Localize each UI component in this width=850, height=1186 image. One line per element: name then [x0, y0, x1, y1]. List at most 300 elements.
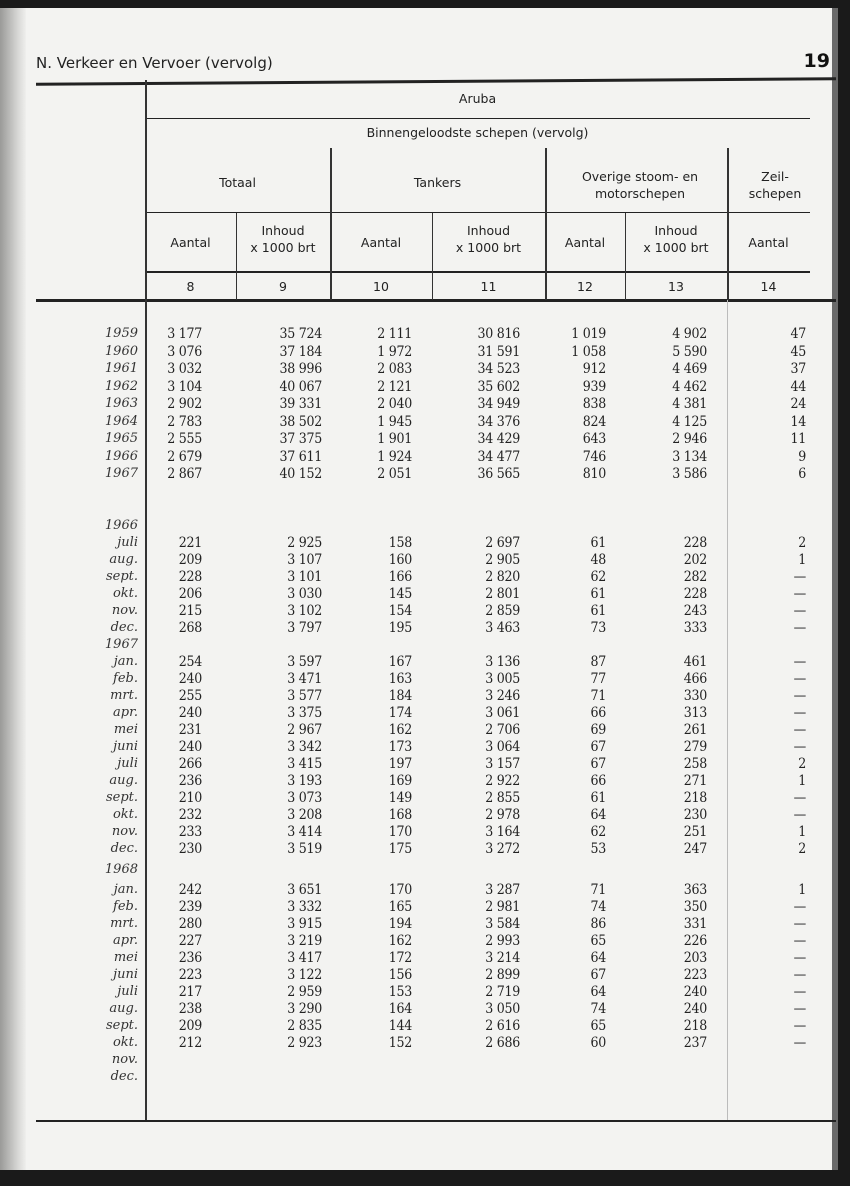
- table-cell: 3 584: [485, 915, 520, 932]
- table-cell: 156: [388, 966, 412, 983]
- table-cell: 238: [178, 1000, 202, 1017]
- row-label: mei: [113, 721, 138, 737]
- table-cell: 3 246: [485, 687, 520, 704]
- table-cell: 240: [178, 670, 202, 687]
- table-cell: 3 157: [485, 755, 520, 772]
- table-cell: —: [793, 670, 806, 687]
- row-label: dec.: [110, 1068, 138, 1084]
- table-cell: 251: [683, 823, 707, 840]
- table-cell: 231: [178, 721, 202, 738]
- table-cell: 169: [388, 772, 412, 789]
- table-cell: 4 381: [672, 396, 707, 412]
- table-cell: 67: [590, 738, 606, 755]
- table-cell: 218: [683, 1017, 707, 1034]
- table-cell: 3 102: [287, 602, 322, 619]
- table-cell: 2 706: [485, 721, 520, 738]
- table-cell: 210: [178, 789, 202, 806]
- table-cell: 3 332: [287, 898, 322, 915]
- table-cell: —: [793, 1034, 806, 1051]
- table-cell: 61: [590, 585, 606, 602]
- group-totaal: Totaal: [219, 175, 256, 190]
- table-cell: 73: [590, 619, 606, 636]
- row-label: 1964: [104, 413, 138, 429]
- table-cell: 74: [590, 898, 606, 915]
- table-cell: 3 417: [287, 949, 322, 966]
- table-cell: 1 924: [377, 448, 412, 465]
- table-cell: 3 005: [485, 670, 520, 687]
- table-cell: 30 816: [477, 326, 520, 342]
- table-cell: 2 801: [485, 585, 520, 602]
- table-cell: —: [793, 619, 806, 636]
- column-header: Aantal: [360, 235, 402, 250]
- table-cell: 3 101: [287, 568, 322, 585]
- table-cell: 3 050: [485, 1000, 520, 1017]
- table-cell: 1 058: [571, 343, 606, 360]
- table-cell: —: [793, 653, 806, 670]
- table-cell: 233: [178, 823, 202, 840]
- table-cell: 162: [388, 721, 412, 738]
- table-cell: 2 686: [485, 1034, 520, 1051]
- row-label: 1966: [104, 448, 138, 464]
- table-cell: 35 602: [477, 378, 520, 395]
- table-cell: 166: [388, 568, 412, 585]
- table-cell: 14: [790, 413, 806, 430]
- table-cell: —: [793, 1000, 806, 1017]
- table-cell: 197: [388, 755, 412, 772]
- row-label: aug.: [109, 551, 138, 567]
- table-cell: 230: [178, 840, 202, 857]
- table-cell: 175: [388, 840, 412, 857]
- table-cell: 239: [178, 898, 202, 915]
- table-cell: 38 996: [279, 361, 322, 377]
- table-cell: 2 978: [485, 806, 520, 823]
- table-cell: 77: [590, 670, 606, 687]
- table-cell: 3 122: [287, 966, 322, 983]
- table-cell: 203: [683, 949, 707, 966]
- table-cell: 2 083: [377, 361, 412, 377]
- table-cell: 153: [388, 983, 412, 1000]
- row-label: sept.: [105, 1017, 138, 1033]
- table-cell: 172: [388, 949, 412, 966]
- table-cell: 333: [683, 619, 707, 636]
- table-cell: 1: [798, 823, 806, 840]
- table-cell: —: [793, 966, 806, 983]
- rule: [145, 271, 810, 273]
- table-cell: 824: [582, 413, 606, 430]
- column-number: 11: [480, 279, 497, 294]
- table-cell: 62: [590, 568, 606, 585]
- table-cell: 746: [582, 448, 606, 465]
- table-cell: 48: [590, 551, 606, 568]
- column-number: 14: [760, 279, 777, 294]
- table-cell: 39 331: [279, 396, 322, 412]
- table-cell: 838: [582, 396, 606, 412]
- table-cell: 195: [388, 619, 412, 636]
- column-number: 9: [279, 279, 287, 294]
- table-cell: 266: [178, 755, 202, 772]
- table-cell: 170: [388, 881, 412, 898]
- table-cell: 240: [683, 1000, 707, 1017]
- table-cell: 3 375: [287, 704, 322, 721]
- table-cell: —: [793, 806, 806, 823]
- rule: [145, 118, 810, 119]
- table-cell: 4 462: [672, 378, 707, 395]
- table-cell: 3 076: [167, 343, 202, 360]
- table-cell: 3 219: [287, 932, 322, 949]
- row-label: apr.: [113, 704, 138, 720]
- table-cell: 1 972: [377, 343, 412, 360]
- table-cell: 3 915: [287, 915, 322, 932]
- table-cell: 3 061: [485, 704, 520, 721]
- table-cell: 2 946: [672, 431, 707, 447]
- table-cell: 236: [178, 772, 202, 789]
- table-cell: 2 922: [485, 772, 520, 789]
- table-cell: 254: [178, 653, 202, 670]
- table-cell: —: [793, 949, 806, 966]
- table-cell: 145: [388, 585, 412, 602]
- table-cell: 31 591: [477, 343, 520, 360]
- table-cell: 35 724: [279, 326, 322, 342]
- table-cell: 2 967: [287, 721, 322, 738]
- row-label: nov.: [111, 602, 138, 618]
- table-cell: 86: [590, 915, 606, 932]
- row-label: 1967: [104, 636, 138, 652]
- table-cell: 66: [590, 704, 606, 721]
- table-cell: 810: [582, 466, 606, 482]
- table-cell: 165: [388, 898, 412, 915]
- table-cell: 232: [178, 806, 202, 823]
- row-label: okt.: [112, 585, 138, 601]
- table-cell: 230: [683, 806, 707, 823]
- table-cell: 350: [683, 898, 707, 915]
- table-cell: 240: [178, 704, 202, 721]
- column-header: Aantal: [748, 235, 789, 250]
- table-cell: 2 555: [167, 431, 202, 447]
- group-overige: Overige stoom- en motorschepen: [581, 169, 699, 201]
- row-label: sept.: [105, 789, 138, 805]
- page-edge: [832, 8, 838, 1170]
- table-cell: 3 290: [287, 1000, 322, 1017]
- row-label: okt.: [112, 1034, 138, 1050]
- table-cell: 3 342: [287, 738, 322, 755]
- table-cell: 279: [683, 738, 707, 755]
- region-heading: Aruba: [458, 91, 497, 106]
- table-cell: 3 136: [485, 653, 520, 670]
- table-cell: 64: [590, 806, 606, 823]
- table-cell: 3 272: [485, 840, 520, 857]
- table-cell: 223: [178, 966, 202, 983]
- table-cell: 221: [178, 534, 202, 551]
- table-cell: —: [793, 568, 806, 585]
- table-cell: —: [793, 898, 806, 915]
- table-cell: 2 959: [287, 983, 322, 1000]
- row-label: jan.: [113, 653, 138, 669]
- row-label: feb.: [113, 898, 138, 914]
- table-cell: 217: [178, 983, 202, 1000]
- table-cell: 3 214: [485, 949, 520, 966]
- section-title: N. Verkeer en Vervoer (vervolg): [36, 54, 273, 72]
- table-cell: 240: [683, 983, 707, 1000]
- table-cell: 194: [388, 915, 412, 932]
- row-label: mei: [113, 949, 138, 965]
- table-cell: 61: [590, 534, 606, 551]
- group-zeilschepen: Zeil-schepen: [748, 169, 802, 201]
- table-cell: 6: [798, 466, 806, 482]
- table-cell: 164: [388, 1000, 412, 1017]
- column-header: Aantal: [170, 235, 211, 250]
- table-cell: 3 032: [167, 361, 202, 377]
- table-cell: 11: [790, 431, 806, 447]
- table-cell: 2 859: [485, 602, 520, 619]
- table-cell: 218: [683, 789, 707, 806]
- table-cell: 2 040: [377, 396, 412, 412]
- table-cell: 247: [683, 840, 707, 857]
- table-cell: 5 590: [672, 343, 707, 360]
- table-cell: 160: [388, 551, 412, 568]
- row-label: feb.: [113, 670, 138, 686]
- row-label: 1968: [104, 861, 138, 877]
- table-cell: 4 469: [672, 361, 707, 377]
- table-cell: 939: [582, 378, 606, 395]
- table-cell: 4 125: [672, 413, 707, 430]
- table-cell: 228: [683, 585, 707, 602]
- rule: [145, 212, 810, 213]
- row-label: 1963: [104, 396, 138, 411]
- table-cell: 162: [388, 932, 412, 949]
- table-cell: 2 981: [485, 898, 520, 915]
- table-cell: 313: [683, 704, 707, 721]
- table-cell: —: [793, 585, 806, 602]
- table-cell: 255: [178, 687, 202, 704]
- row-label: sept.: [105, 568, 138, 584]
- table-cell: 2 835: [287, 1017, 322, 1034]
- table-cell: 258: [683, 755, 707, 772]
- table-cell: 227: [178, 932, 202, 949]
- table-cell: 3 471: [287, 670, 322, 687]
- table-cell: 45: [790, 343, 806, 360]
- table-cell: 3 073: [287, 789, 322, 806]
- table-cell: 2 679: [167, 448, 202, 465]
- table-cell: 61: [590, 789, 606, 806]
- column-header: Inhoud x 1000 brt: [643, 223, 709, 255]
- table-cell: —: [793, 738, 806, 755]
- row-label: aug.: [109, 1000, 138, 1016]
- table-cell: 237: [683, 1034, 707, 1051]
- table-cell: 24: [790, 396, 806, 412]
- table-cell: 2 051: [377, 466, 412, 482]
- table-cell: 236: [178, 949, 202, 966]
- table-cell: 1 945: [377, 413, 412, 430]
- row-label: 1959: [104, 326, 138, 341]
- table-cell: 912: [582, 361, 606, 377]
- row-label: apr.: [113, 932, 138, 948]
- col-divider: [727, 300, 728, 1120]
- table-cell: 226: [683, 932, 707, 949]
- table-cell: —: [793, 721, 806, 738]
- header-bottom-rule: [36, 299, 836, 302]
- table-cell: 3 287: [485, 881, 520, 898]
- document-page: [0, 8, 838, 1170]
- table-cell: 71: [590, 881, 606, 898]
- table-cell: 65: [590, 932, 606, 949]
- row-label: juli: [117, 534, 138, 550]
- table-cell: 3 164: [485, 823, 520, 840]
- table-cell: 1: [798, 881, 806, 898]
- column-header: Inhoud x 1000 brt: [250, 223, 316, 255]
- table-cell: 3 193: [287, 772, 322, 789]
- table-cell: 206: [178, 585, 202, 602]
- row-label: juli: [117, 983, 138, 999]
- table-cell: 64: [590, 983, 606, 1000]
- table-cell: 38 502: [279, 413, 322, 430]
- column-header: Inhoud x 1000 brt: [455, 223, 522, 255]
- table-cell: 62: [590, 823, 606, 840]
- table-cell: 64: [590, 949, 606, 966]
- table-cell: 158: [388, 534, 412, 551]
- table-cell: 36 565: [477, 466, 520, 482]
- table-cell: 67: [590, 966, 606, 983]
- subtitle-heading: Binnengeloodste schepen (vervolg): [366, 125, 589, 140]
- table-cell: 184: [388, 687, 412, 704]
- table-cell: 3 597: [287, 653, 322, 670]
- row-label: 1961: [104, 361, 138, 376]
- table-cell: 331: [683, 915, 707, 932]
- table-cell: 37 375: [279, 431, 322, 447]
- table-cell: 40 152: [279, 466, 322, 482]
- column-header: Aantal: [564, 235, 606, 250]
- table-cell: 65: [590, 1017, 606, 1034]
- table-cell: 228: [683, 534, 707, 551]
- table-cell: 154: [388, 602, 412, 619]
- table-cell: 173: [388, 738, 412, 755]
- table-cell: 37 611: [279, 448, 322, 465]
- table-cell: 2 855: [485, 789, 520, 806]
- table-cell: 268: [178, 619, 202, 636]
- table-cell: 1: [798, 772, 806, 789]
- table-cell: 3 414: [287, 823, 322, 840]
- table-cell: 3 134: [672, 448, 707, 465]
- row-label: 1965: [104, 431, 138, 446]
- table-cell: —: [793, 704, 806, 721]
- table-cell: 212: [178, 1034, 202, 1051]
- table-cell: 149: [388, 789, 412, 806]
- table-cell: 2: [798, 534, 806, 551]
- table-cell: 1: [798, 551, 806, 568]
- table-cell: 2 719: [485, 983, 520, 1000]
- table-cell: 37: [790, 361, 806, 377]
- table-cell: 2 905: [485, 551, 520, 568]
- page-number: 19: [803, 50, 830, 72]
- column-number: 10: [373, 279, 389, 294]
- table-cell: 215: [178, 602, 202, 619]
- table-cell: 2 121: [377, 378, 412, 395]
- table-cell: 3 064: [485, 738, 520, 755]
- column-number: 12: [577, 279, 593, 294]
- table-cell: 3 463: [485, 619, 520, 636]
- table-cell: 34 477: [477, 448, 520, 465]
- table-cell: 1 901: [377, 431, 412, 447]
- group-tankers: Tankers: [413, 175, 462, 190]
- row-label: aug.: [109, 772, 138, 788]
- row-label: mrt.: [110, 687, 138, 703]
- row-label: jan.: [113, 881, 138, 897]
- row-label: juni: [113, 738, 138, 754]
- table-cell: 87: [590, 653, 606, 670]
- row-label: mrt.: [110, 915, 138, 931]
- table-cell: 34 523: [477, 361, 520, 377]
- table-cell: 170: [388, 823, 412, 840]
- row-label: dec.: [110, 840, 138, 856]
- table-cell: 3 104: [167, 378, 202, 395]
- table-cell: 34 949: [477, 396, 520, 412]
- table-cell: 330: [683, 687, 707, 704]
- table-cell: 3 651: [287, 881, 322, 898]
- row-label: nov.: [111, 823, 138, 839]
- table-cell: 2 783: [167, 413, 202, 430]
- table-cell: 2 867: [167, 466, 202, 482]
- table-cell: 47: [790, 326, 806, 342]
- table-cell: 4 902: [672, 326, 707, 342]
- row-label: dec.: [110, 619, 138, 635]
- table-cell: 3 177: [167, 326, 202, 342]
- table-cell: 466: [683, 670, 707, 687]
- table-cell: 40 067: [279, 378, 322, 395]
- table-cell: 3 586: [672, 466, 707, 482]
- row-label: juli: [117, 755, 138, 771]
- table-cell: 71: [590, 687, 606, 704]
- table-cell: 202: [683, 551, 707, 568]
- table-cell: 209: [178, 1017, 202, 1034]
- table-cell: —: [793, 932, 806, 949]
- table-cell: 144: [388, 1017, 412, 1034]
- table-cell: 37 184: [279, 343, 322, 360]
- table-cell: 44: [790, 378, 806, 395]
- table-cell: 643: [582, 431, 606, 447]
- table-cell: 34 429: [477, 431, 520, 447]
- table-cell: —: [793, 983, 806, 1000]
- column-number: 13: [668, 279, 684, 294]
- table-cell: 282: [683, 568, 707, 585]
- page-binding: [0, 8, 26, 1170]
- table-cell: 1 019: [571, 326, 606, 342]
- table-cell: 167: [388, 653, 412, 670]
- table-cell: 174: [388, 704, 412, 721]
- table-cell: 168: [388, 806, 412, 823]
- table-cell: 261: [683, 721, 707, 738]
- table-cell: —: [793, 915, 806, 932]
- table-cell: 3 208: [287, 806, 322, 823]
- table-cell: 242: [178, 881, 202, 898]
- table-cell: 53: [590, 840, 606, 857]
- table-cell: 3 030: [287, 585, 322, 602]
- table-cell: 163: [388, 670, 412, 687]
- table-cell: 243: [683, 602, 707, 619]
- table-cell: 3 797: [287, 619, 322, 636]
- table-cell: 61: [590, 602, 606, 619]
- table-cell: 2 925: [287, 534, 322, 551]
- table-cell: 74: [590, 1000, 606, 1017]
- table-cell: 67: [590, 755, 606, 772]
- table-cell: 2: [798, 755, 806, 772]
- table-cell: 2 993: [485, 932, 520, 949]
- table-cell: 209: [178, 551, 202, 568]
- table-cell: 223: [683, 966, 707, 983]
- table-cell: 271: [683, 772, 707, 789]
- table-cell: —: [793, 789, 806, 806]
- table-cell: 66: [590, 772, 606, 789]
- table-cell: —: [793, 602, 806, 619]
- table-cell: 3 415: [287, 755, 322, 772]
